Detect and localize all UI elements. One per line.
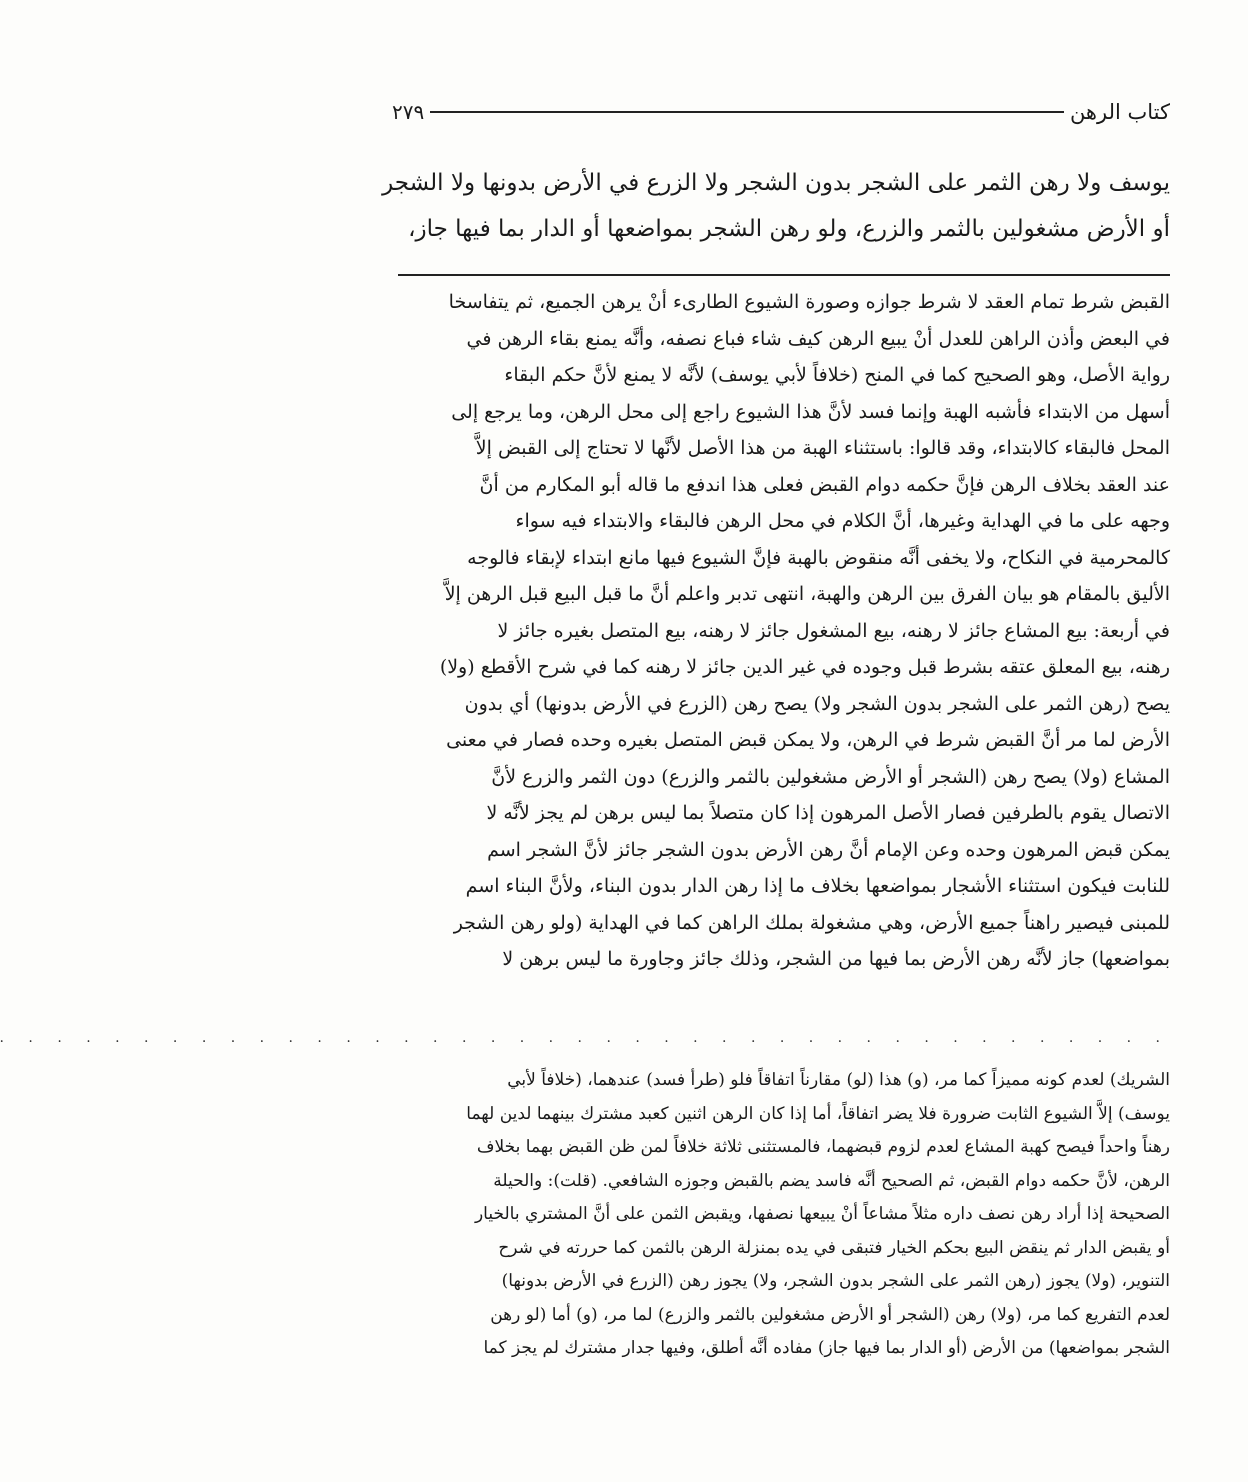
footnote-line: التنوير، (ولا) يجوز (رهن الثمر على الشجر بدون الشجر، ولا) يجوز رهن (الزرع في الأرض بدونها) — [501, 1271, 1170, 1291]
footnote-line: الشريك) لعدم كونه مميزاً كما مر، (و) هذا (لو) مقارناً اتفاقاً فلو (طرأ فسد) عندهما، (خلافاً لأبي — [507, 1070, 1170, 1090]
footnote-line: يوسف) إلاَّ الشيوع الثابت ضرورة فلا يضر اتفاقاً، أما إذا كان الرهن اثنين كعبد مشترك بينهما لدين لهما — [466, 1103, 1170, 1124]
commentary-text — [392, 284, 1170, 978]
dotted-separator: . . . . . . . . . . . . . . . . . . . . . . . . . . . . . . . . . . . . . . . . . — [0, 1030, 1170, 1046]
footnote-line: الرهن، لأنَّ حكمه دوام القبض، ثم الصحيح أنَّه فاسد يضم بالقبض وجوزه الشافعي. (قلت): والحيلة — [493, 1170, 1170, 1191]
commentary-line: يمكن قبض المرهون وحده وعن الإمام أنَّ رهن الأرض بدون الشجر جائز لأنَّ الشجر اسم — [487, 838, 1170, 861]
commentary-line: يصح (رهن الثمر على الشجر بدون الشجر ولا) يصح رهن (الزرع في الأرض بدونها) أي بدون — [464, 692, 1170, 715]
footnote-line: رهناً واحداً فيصح كهبة المشاع لعدم لزوم قبضهما، فالمستثنى ثلاثة خلافاً لمن ظن القبض بهما بخلاف — [476, 1137, 1170, 1157]
footnote-line: أو يقبض الدار ثم ينقض البيع بحكم الخيار فتبقى في يده بمنزلة الرهن بالثمن كما حررته في شرح — [498, 1237, 1170, 1258]
main-text — [382, 160, 1170, 252]
commentary-line: رواية الأصل، وهو الصحيح كما في المنح (خلافاً لأبي يوسف) لأنَّه لا يمنع لأنَّ حكم البقاء — [504, 364, 1170, 386]
main-text-line: أو الأرض مشغولين بالثمر والزرع، ولو رهن الشجر بمواضعها أو الدار بما فيها جاز، — [408, 216, 1170, 242]
commentary-line: الأليق بالمقام هو بيان الفرق بين الرهن والهبة، انتهى تدبر واعلم أنَّ ما قبل البيع قبل الرهن إلاَّ — [444, 583, 1170, 605]
commentary-line: الأرض لما مر أنَّ القبض شرط في الرهن، ولا يمكن قبض المتصل بغيره وحده فصار في معنى — [446, 729, 1170, 751]
commentary-line: للنابت فيكون استثناء الأشجار بمواضعها بخلاف ما إذا رهن الدار بدون البناء، ولأنَّ البناء اسم — [465, 875, 1170, 897]
page-number: ٢٧٩ — [392, 100, 425, 124]
commentary-line: الاتصال يقوم بالطرفين فصار الأصل المرهون إذا كان متصلاً بما ليس برهن لم يجز لأنَّه لا — [486, 802, 1170, 824]
commentary-line: أسهل من الابتداء فأشبه الهبة وإنما فسد لأنَّ هذا الشيوع راجع إلى محل الرهن، وما يرجع إلى — [451, 400, 1170, 423]
commentary-line: المشاع (ولا) يصح رهن (الشجر أو الأرض مشغولين بالثمر والزرع) دون الثمر والزرع لأنَّ — [491, 765, 1170, 788]
commentary-line: المحل فالبقاء كالابتداء، وقد قالوا: باستثناء الهبة من هذا الأصل لأنَّها لا تحتاج إلى القبض إلاَّ — [475, 437, 1170, 459]
footnote-text — [392, 1064, 1170, 1366]
commentary-line: القبض شرط تمام العقد لا شرط جوازه وصورة الشيوع الطارىء أنْ يرهن الجميع، ثم يتفاسخا — [448, 291, 1170, 313]
footnote-line: لعدم التفريع كما مر، (ولا) رهن (الشجر أو الأرض مشغولين بالثمر والزرع) لما مر، (و) أما (لو رهن — [490, 1304, 1170, 1325]
main-text-line: يوسف ولا رهن الثمر على الشجر بدون الشجر ولا الزرع في الأرض بدونها ولا الشجر — [382, 170, 1170, 196]
commentary-line: رهنه، بيع المعلق عتقه بشرط قبل وجوده في غير الدين جائز لا رهنه كما في شرح الأقطع (ولا) — [439, 656, 1170, 678]
running-header — [392, 92, 1170, 132]
header-rule — [430, 111, 1064, 113]
commentary-line: كالمحرمية في النكاح، ولا يخفى أنَّه منقوض بالهبة فإنَّ الشيوع فيها مانع ابتداء لإبقاء فالوجه — [467, 546, 1170, 569]
commentary-line: في البعض وأذن الراهن للعدل أنْ يبيع الرهن كيف شاء فباع نصفه، وأنَّه يمنع بقاء الرهن في — [466, 327, 1170, 350]
commentary-line: وجهه على ما في الهداية وغيرها، أنَّ الكلام في محل الرهن فالبقاء والابتداء فيه سواء — [515, 510, 1170, 532]
footnote-line: الشجر بمواضعها) من الأرض (أو الدار بما فيها جاز) مفاده أنَّه أطلق، وفيها جدار مشترك لم يجز كما — [483, 1338, 1170, 1358]
chapter-title: كتاب الرهن — [1069, 100, 1170, 124]
commentary-line: بمواضعها) جاز لأنَّه رهن الأرض بما فيها من الشجر، وذلك جائز وجاورة ما ليس برهن لا — [502, 948, 1170, 970]
section-divider — [398, 274, 1170, 276]
commentary-line: عند العقد بخلاف الرهن فإنَّ حكمه دوام القبض فعلى هذا اندفع ما قاله أبو المكارم من أنَّ — [479, 473, 1170, 496]
commentary-line: في أربعة: بيع المشاع جائز لا رهنه، بيع المشغول جائز لا رهنه، بيع المتصل بغيره جائز لا — [497, 619, 1170, 642]
commentary-line: للمبنى فيصير راهناً جميع الأرض، وهي مشغولة بملك الراهن كما في الهداية (ولو رهن الشجر — [453, 911, 1170, 934]
footnote-line: الصحيحة إذا أراد رهن نصف داره مثلاً مشاعاً أنْ يبيعها نصفها، ويقبض الثمن على أنَّ المشتري بالخيار — [474, 1204, 1170, 1224]
